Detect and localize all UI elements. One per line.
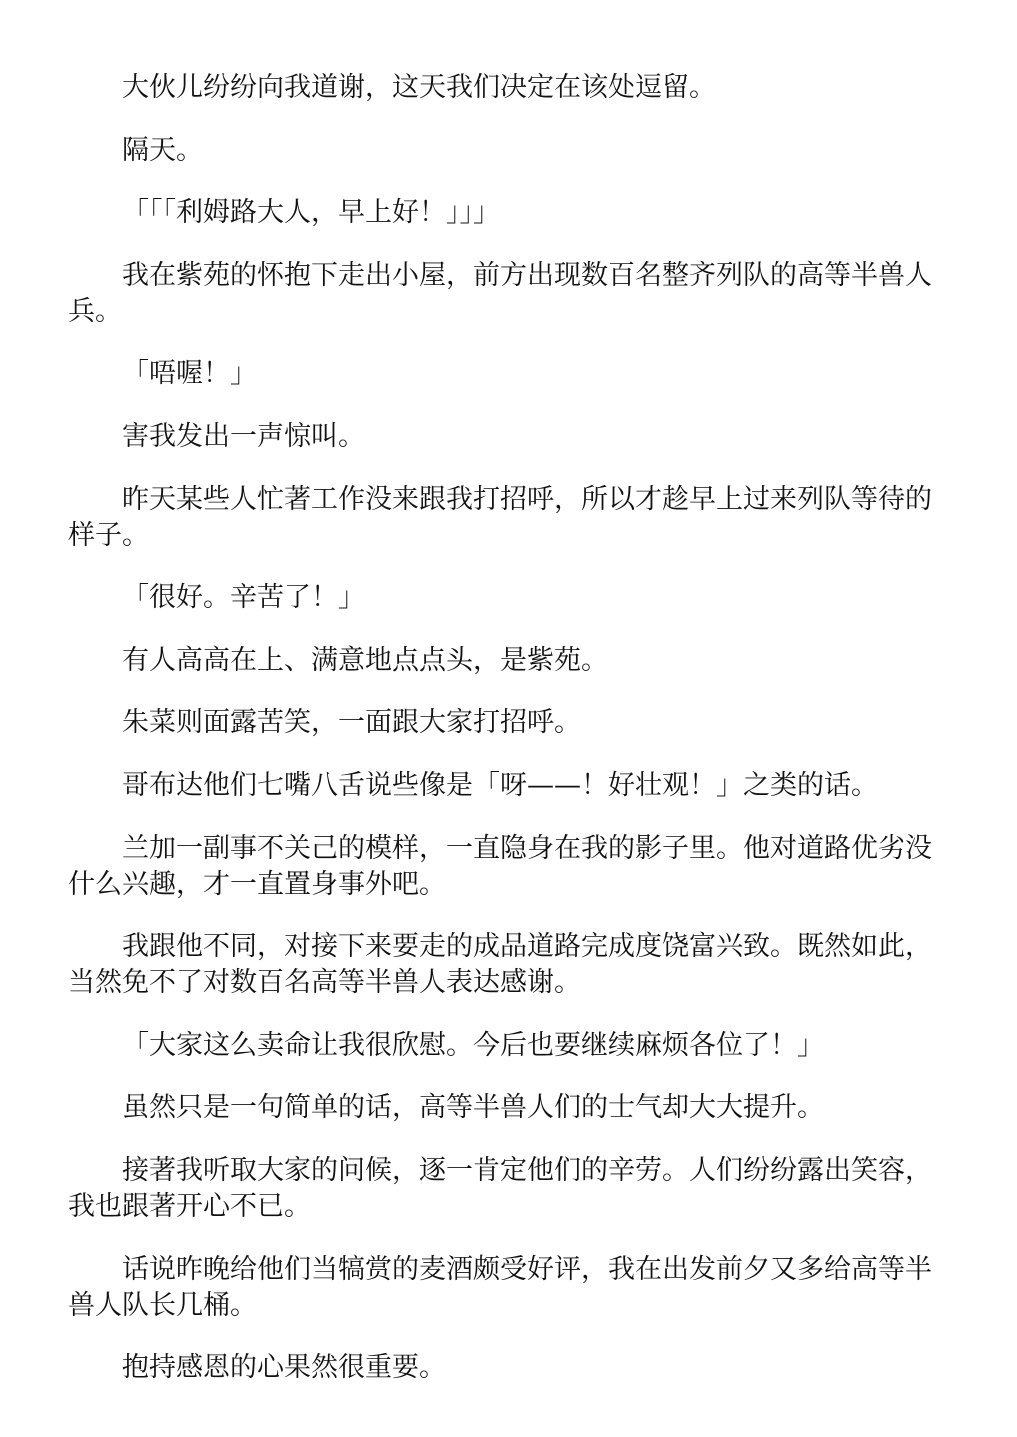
paragraph: 有人高高在上、满意地点点头，是紫苑。 — [122, 644, 608, 676]
paragraph: 「大家这么卖命让我很欣慰。今后也要继续麻烦各位了！」 — [122, 1029, 824, 1061]
paragraph: 朱菜则面露苦笑，一面跟大家打招呼。 — [122, 707, 581, 739]
paragraph: 「很好。辛苦了！」 — [122, 582, 365, 614]
paragraph: 哥布达他们七嘴八舌说些像是「呀——！好壮观！」之类的话。 — [122, 769, 878, 801]
paragraph: 害我发出一声惊叫。 — [122, 420, 365, 452]
paragraph: 接著我听取大家的问候，逐一肯定他们的辛劳。人们纷纷露出笑容，我也跟著开心不已。 — [68, 1154, 932, 1222]
paragraph: 大伙儿纷纷向我道谢，这天我们决定在该处逗留。 — [122, 72, 716, 103]
paragraph: 「「「利姆路大人，早上好！」」」 — [122, 197, 500, 229]
paragraph: 我在紫苑的怀抱下走出小屋，前方出现数百名整齐列队的高等半兽人兵。 — [68, 259, 932, 327]
paragraph: 抱持感恩的心果然很重要。 — [122, 1352, 446, 1384]
paragraph: 虽然只是一句简单的话，高等半兽人们的士气却大大提升。 — [122, 1092, 824, 1124]
paragraph: 话说昨晚给他们当犒赏的麦酒颇受好评，我在出发前夕又多给高等半兽人队长几桶。 — [68, 1253, 932, 1321]
paragraph: 我跟他不同，对接下来要走的成品道路完成度饶富兴致。既然如此，当然免不了对数百名高等半兽人表达感谢。 — [68, 931, 932, 999]
paragraph: 兰加一副事不关己的模样，一直隐身在我的影子里。他对道路优劣没什么兴趣，才一直置身事外吧。 — [68, 832, 932, 900]
paragraph: 「唔喔！」 — [122, 358, 257, 390]
paragraph: 隔天。 — [122, 134, 203, 166]
paragraph: 昨天某些人忙著工作没来跟我打招呼，所以才趁早上过来列队等待的样子。 — [68, 483, 932, 551]
